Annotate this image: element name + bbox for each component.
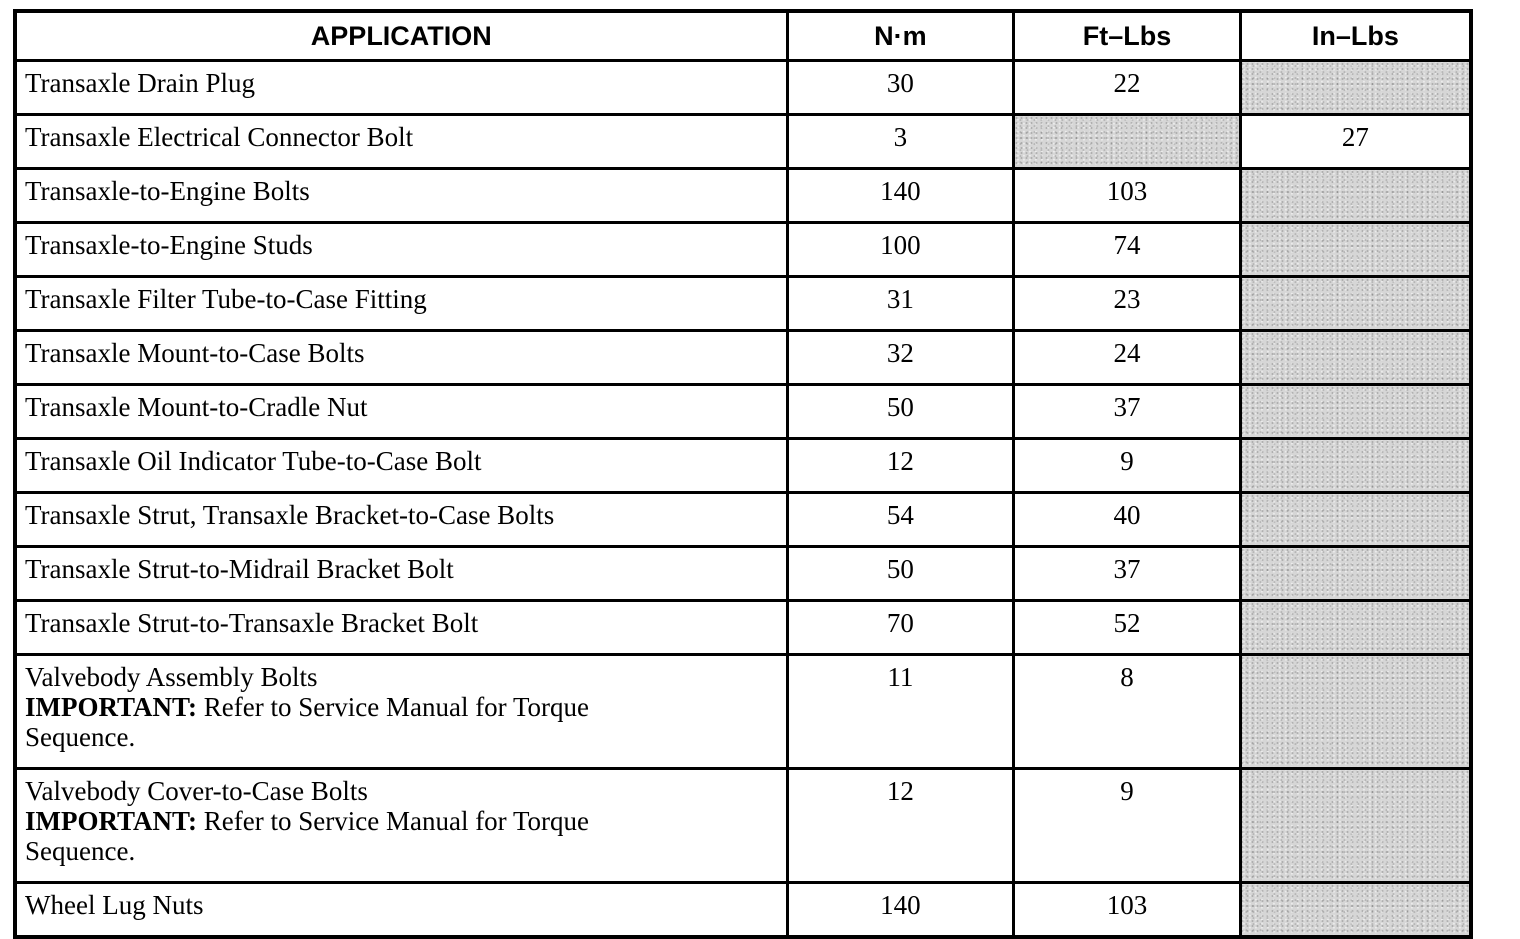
- ftlbs-cell: 23: [1014, 277, 1241, 331]
- inlbs-cell-shaded: [1240, 655, 1471, 769]
- ftlbs-cell-shaded: [1014, 115, 1241, 169]
- header-inlbs: In–Lbs: [1240, 11, 1471, 61]
- table-row: [15, 601, 1471, 655]
- inlbs-cell-shaded: [1240, 223, 1471, 277]
- table-row: [15, 169, 1471, 223]
- table-row: [15, 223, 1471, 277]
- ftlbs-cell: 9: [1014, 439, 1241, 493]
- important-label: IMPORTANT:: [25, 806, 198, 836]
- application-cell: Transaxle Strut, Transaxle Bracket-to-Case Bolts: [15, 493, 787, 547]
- inlbs-cell-shaded: [1240, 493, 1471, 547]
- header-ftlbs: Ft–Lbs: [1014, 11, 1241, 61]
- application-cell: Transaxle Filter Tube-to-Case Fitting: [15, 277, 787, 331]
- ftlbs-cell: 24: [1014, 331, 1241, 385]
- nm-cell: 12: [787, 439, 1014, 493]
- inlbs-cell-shaded: [1240, 169, 1471, 223]
- header-application: APPLICATION: [15, 11, 787, 61]
- inlbs-cell: 27: [1240, 115, 1471, 169]
- application-cell: Transaxle Strut-to-Midrail Bracket Bolt: [15, 547, 787, 601]
- table-row: [15, 115, 1471, 169]
- header-nm: N·m: [787, 11, 1014, 61]
- application-cell: [15, 655, 787, 769]
- ftlbs-cell: 9: [1014, 769, 1241, 883]
- table-row: [15, 547, 1471, 601]
- nm-cell: 3: [787, 115, 1014, 169]
- application-cell: Transaxle-to-Engine Bolts: [15, 169, 787, 223]
- application-cell: Transaxle-to-Engine Studs: [15, 223, 787, 277]
- header-row: [15, 11, 1471, 61]
- inlbs-cell-shaded: [1240, 547, 1471, 601]
- table-row: [15, 277, 1471, 331]
- inlbs-cell-shaded: [1240, 331, 1471, 385]
- nm-cell: 50: [787, 547, 1014, 601]
- inlbs-cell-shaded: [1240, 769, 1471, 883]
- ftlbs-cell: 103: [1014, 883, 1241, 938]
- table-row: [15, 385, 1471, 439]
- application-cell: Transaxle Mount-to-Case Bolts: [15, 331, 787, 385]
- application-cell: Wheel Lug Nuts: [15, 883, 787, 938]
- table-row: [15, 331, 1471, 385]
- nm-cell: 50: [787, 385, 1014, 439]
- nm-cell: 100: [787, 223, 1014, 277]
- inlbs-cell-shaded: [1240, 601, 1471, 655]
- application-name: Valvebody Assembly Bolts: [25, 662, 318, 692]
- ftlbs-cell: 74: [1014, 223, 1241, 277]
- nm-cell: 32: [787, 331, 1014, 385]
- application-cell: Transaxle Electrical Connector Bolt: [15, 115, 787, 169]
- table-row: [15, 769, 1471, 883]
- ftlbs-cell: 37: [1014, 385, 1241, 439]
- important-text-cont: Sequence.: [25, 722, 136, 752]
- application-cell: Transaxle Strut-to-Transaxle Bracket Bolt: [15, 601, 787, 655]
- ftlbs-cell: 40: [1014, 493, 1241, 547]
- important-note: [25, 692, 786, 722]
- application-cell: Transaxle Drain Plug: [15, 61, 787, 115]
- ftlbs-cell: 22: [1014, 61, 1241, 115]
- ftlbs-cell: 103: [1014, 169, 1241, 223]
- nm-cell: 30: [787, 61, 1014, 115]
- nm-cell: 54: [787, 493, 1014, 547]
- nm-cell: 11: [787, 655, 1014, 769]
- table-row: [15, 439, 1471, 493]
- ftlbs-cell: 52: [1014, 601, 1241, 655]
- nm-cell: 140: [787, 169, 1014, 223]
- important-text-cont: Sequence.: [25, 836, 136, 866]
- ftlbs-cell: 37: [1014, 547, 1241, 601]
- application-cell: [15, 769, 787, 883]
- important-text: Refer to Service Manual for Torque: [197, 692, 590, 722]
- table-row: [15, 493, 1471, 547]
- nm-cell: 12: [787, 769, 1014, 883]
- important-text: Refer to Service Manual for Torque: [197, 806, 590, 836]
- application-cell: Transaxle Oil Indicator Tube-to-Case Bolt: [15, 439, 787, 493]
- inlbs-cell-shaded: [1240, 61, 1471, 115]
- table-row: [15, 61, 1471, 115]
- application-name: Valvebody Cover-to-Case Bolts: [25, 776, 368, 806]
- inlbs-cell-shaded: [1240, 277, 1471, 331]
- application-cell: Transaxle Mount-to-Cradle Nut: [15, 385, 787, 439]
- torque-spec-table: [13, 9, 1473, 939]
- nm-cell: 70: [787, 601, 1014, 655]
- inlbs-cell-shaded: [1240, 439, 1471, 493]
- nm-cell: 31: [787, 277, 1014, 331]
- important-label: IMPORTANT:: [25, 692, 198, 722]
- table-row: [15, 655, 1471, 769]
- nm-cell: 140: [787, 883, 1014, 938]
- inlbs-cell-shaded: [1240, 385, 1471, 439]
- ftlbs-cell: 8: [1014, 655, 1241, 769]
- important-note: [25, 806, 786, 836]
